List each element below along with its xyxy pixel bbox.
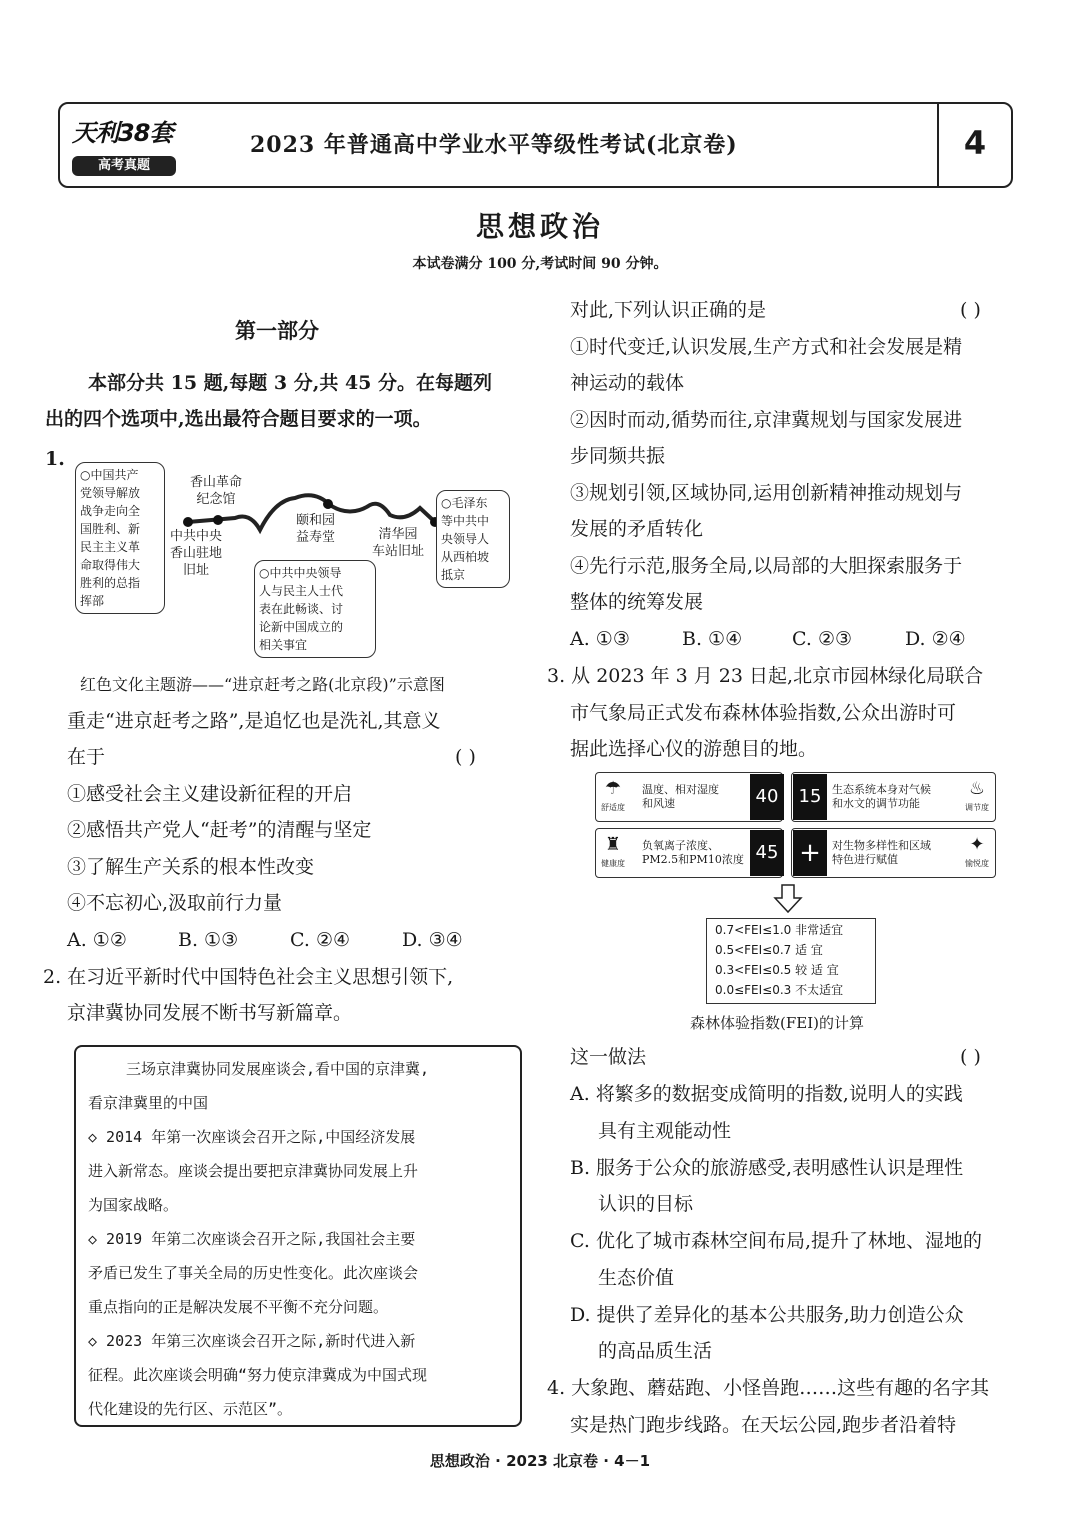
question-number: 1. [45,448,65,470]
option-b[interactable]: B. ①④ [682,628,743,650]
fei-cell-health [595,828,783,878]
option-c[interactable]: C. ②③ [792,628,853,650]
material-line: 三场京津冀协同发展座谈会,看中国的京津冀, [126,1060,430,1078]
statement: 步同频共振 [570,445,666,467]
plus-icon: + [793,830,827,876]
bubble-hq: ○中国共产 党领导解放 战争走向全 国胜利、新 民主主义革 命取得伟大 胜利的总指 挥部 [75,462,165,614]
option-a[interactable]: A. ①③ [570,628,630,650]
question-stem: 这一做法 [570,1046,647,1068]
fei-cell-text: 温度、相对湿度 和风速 [642,783,719,810]
option-d[interactable]: D. 提供了差异化的基本公共服务,助力创造公众 [570,1304,964,1326]
option-d[interactable]: D. ③④ [402,929,463,951]
option-c[interactable]: C. ②④ [290,929,351,951]
material-line: 进入新常态。座谈会提出要把京津冀协同发展上升 [88,1162,419,1180]
stop-summer-palace: 颐和园 益寿堂 [296,513,336,545]
question-stem: 4. 大象跑、蘑菇跑、小怪兽跑……这些有趣的名字其 [547,1377,990,1399]
publisher-logo [72,112,176,178]
option-a[interactable]: A. 将繁多的数据变成简明的指数,说明人的实践 [570,1083,963,1105]
material-box [74,1045,522,1427]
question-stem: 重走“进京赶考之路”,是追忆也是洗礼,其意义 [67,710,441,732]
option-c-cont[interactable]: 生态价值 [598,1267,675,1289]
statement: 神运动的载体 [570,372,685,394]
question-stem: 据此选择心仪的游憩目的地。 [570,738,818,760]
fei-cell-comfort [595,772,783,822]
fei-cell-regulation [791,772,996,822]
material-line: ◇ 2014 年第一次座谈会召开之际,中国经济发展 [88,1128,416,1146]
question-stem: 实是热门跑步线路。在天坛公园,跑步者沿着特 [570,1414,957,1436]
header-divider [937,102,939,188]
material-line: 重点指向的正是解决发展不平衡不充分问题。 [88,1298,389,1316]
paper-number: 4 [963,124,987,162]
route-diagram [70,460,520,662]
option-b-cont[interactable]: 认识的目标 [598,1193,694,1215]
statement: ①感受社会主义建设新征程的开启 [67,783,353,805]
fei-caption: 森林体验指数(FEI)的计算 [690,1014,864,1032]
fei-cell-value: 40 [750,774,784,820]
fei-range: 0.7<FEI≤1.0 非常适宜 [715,923,844,937]
bubble-meeting: ○中共中央领导 人与民主人士代 表在此畅谈、讨 论新中国成立的 相关事宜 [254,560,376,658]
fei-cell-value: 15 [793,774,827,820]
question-stem: 2. 在习近平新时代中国特色社会主义思想引领下, [43,966,454,988]
fei-range: 0.5<FEI≤0.7 适 宜 [715,943,823,957]
question-stem: 京津冀协同发展不断书写新篇章。 [67,1002,353,1024]
logo-brand: 天利38套 [72,119,173,147]
question-stem: 对此,下列认识正确的是 [570,299,767,321]
down-arrow-icon [773,884,803,914]
fei-cell-text: 生态系统本身对气候 和水文的调节功能 [832,783,931,810]
page-footer: 思想政治 · 2023 北京卷 · 4－1 [429,1452,651,1470]
statement: ②感悟共产党人“赶考”的清醒与坚定 [67,819,372,841]
fei-cell-text: 负氧离子浓度、 PM2.5和PM10浓度 [642,839,744,866]
bubble-arrival: ○毛泽东 等中共中 央领导人 从西柏坡 抵京 [436,490,510,588]
statement: ④先行示范,服务全局,以局部的大胆探索服务于 [570,555,963,577]
question-stem: 在于 [67,746,106,768]
fei-range: 0.3<FEI≤0.5 较 适 宜 [715,963,839,977]
material-line: 看京津冀里的中国 [88,1094,209,1112]
option-d-cont[interactable]: 的高品质生活 [598,1340,713,1362]
question-stem: 3. 从 2023 年 3 月 23 日起,北京市园林绿化局联合 [547,665,984,687]
option-b[interactable]: B. ①③ [178,929,239,951]
material-line: ◇ 2019 年第二次座谈会召开之际,我国社会主要 [88,1230,416,1248]
part-instructions-line: 本部分共 15 题,每题 3 分,共 45 分。在每题列 [88,372,493,394]
health-icon: ♜ 健康度 [601,834,625,868]
statement: 整体的统筹发展 [570,591,704,613]
statement: ②因时而动,循势而往,京津冀规划与国家发展进 [570,409,963,431]
answer-paren: ( ) [455,746,476,768]
option-a[interactable]: A. ①② [67,929,127,951]
material-line: 矛盾已发生了事关全局的历史性变化。此次座谈会 [88,1264,419,1282]
subject-title: 思想政治 [475,210,604,243]
option-d[interactable]: D. ②④ [905,628,966,650]
statement: ④不忘初心,汲取前行力量 [67,892,283,914]
option-c[interactable]: C. 优化了城市森林空间布局,提升了林地、湿地的 [570,1230,982,1252]
stop-xiangshan-site: 中共中央 香山驻地 旧址 [170,529,223,578]
statement: ③规划引领,区域协同,运用创新精神推动规划与 [570,482,963,504]
fei-cell-value: 45 [750,830,784,876]
bird-icon: ✦ 愉悦度 [965,834,989,868]
material-line: 代化建设的先行区、示范区”。 [88,1400,293,1418]
fei-panel [595,772,999,882]
answer-paren: ( ) [960,299,981,321]
exam-title: 2023 年普通高中学业水平等级性考试(北京卷) [250,132,738,158]
part-title: 第一部分 [235,318,319,343]
fei-cell-text: 对生物多样性和区域 特色进行赋值 [832,839,931,866]
part-instructions-line: 出的四个选项中,选出最符合题目要求的一项。 [45,408,432,430]
question-stem: 市气象局正式发布森林体验指数,公众出游时可 [570,702,957,724]
material-line: 为国家战略。 [88,1196,179,1214]
option-a-cont[interactable]: 具有主观能动性 [598,1120,732,1142]
stop-tsinghua-station: 清华园 车站旧址 [372,527,425,559]
statement: ①时代变迁,认识发展,生产方式和社会发展是精 [570,336,963,358]
diagram-caption: 红色文化主题游——“进京赶考之路(北京段)”示意图 [80,675,445,694]
statement: 发展的矛盾转化 [570,518,704,540]
material-line: 征程。此次座谈会明确“努力使京津冀成为中国式现 [88,1366,428,1384]
exam-note: 本试卷满分 100 分,考试时间 90 分钟。 [412,256,668,272]
fei-range: 0.0≤FEI≤0.3 不太适宜 [715,983,844,997]
stop-xiangshan-museum: 香山革命 纪念馆 [190,475,243,507]
fei-cell-pleasure [791,828,996,878]
statement: ③了解生产关系的根本性改变 [67,856,315,878]
logo-tag: 高考真题 [72,156,176,176]
material-line: ◇ 2023 年第三次座谈会召开之际,新时代进入新 [88,1332,416,1350]
fei-range-table [706,918,876,1004]
regulation-icon: ♨ 调节度 [965,778,989,812]
comfort-icon: ☂ 舒适度 [601,778,625,812]
option-b[interactable]: B. 服务于公众的旅游感受,表明感性认识是理性 [570,1157,964,1179]
answer-paren: ( ) [960,1046,981,1068]
